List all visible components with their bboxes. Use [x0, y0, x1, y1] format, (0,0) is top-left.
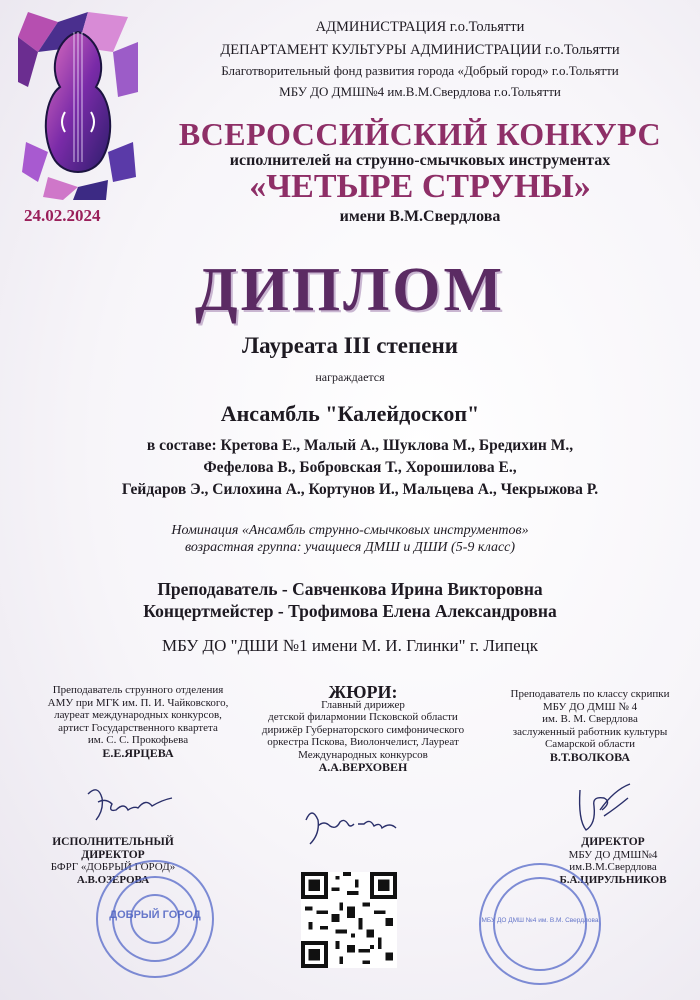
header-line-3: Благотворительный фонд развития города «Добрый город» г.о.Тольятти	[221, 63, 619, 78]
jury-middle-line: дирижёр Губернаторского симфонического	[261, 723, 465, 736]
header-line-1: АДМИНИСТРАЦИЯ г.о.Тольятти	[315, 19, 525, 35]
jury-right-line: заслуженный работник культуры	[512, 725, 668, 738]
director-right-line: им.В.М.Свердлова	[569, 861, 657, 873]
contest-title: ВСЕРОССИЙСКИЙ КОНКУРС	[178, 116, 662, 152]
director-right-line: МБУ ДО ДМШ№4	[568, 848, 658, 861]
school-name: МБУ ДО "ДШИ №1 имени М. И. Глинки" г. Липецк	[161, 636, 539, 655]
age-group-line: возрастная группа: учащиеся ДМШ и ДШИ (5-9 класс)	[184, 540, 516, 555]
nomination-line: Номинация «Ансамбль струнно-смычковых инструментов»	[171, 523, 529, 538]
jury-middle-line: Международных конкурсов	[298, 748, 428, 761]
stamp-left-text: ДОБРЫЙ ГОРОД	[109, 909, 201, 921]
stamp-right-text: МБУ ДО ДМШ №4 им. В.М. Свердлова	[481, 917, 599, 924]
members-line: в составе: Кретова Е., Малый А., Шуклова М., Бредихин М.,	[146, 437, 574, 454]
members-line: Гейдаров Э., Силохина А., Кортунов И., Мальцева А., Чекрыжова Р.	[121, 481, 599, 498]
accompanist-line: Концертмейстер - Трофимова Елена Александровна	[143, 601, 557, 621]
contest-date: 24.02.2024	[24, 206, 101, 225]
jury-right-line: Самарской области	[544, 738, 636, 750]
jury-left-line: АМУ при МГК им. П. И. Чайковского,	[47, 696, 229, 709]
contest-named-after: имени В.М.Свердлова	[339, 208, 501, 225]
jury-right-line: МБУ ДО ДМШ № 4	[542, 700, 638, 713]
jury-right	[482, 688, 698, 763]
contest-subtitle: исполнителей на струнно-смычковых инструментах	[229, 152, 611, 169]
jury-left-name: Е.Е.ЯРЦЕВА	[102, 745, 174, 760]
ensemble-members	[60, 435, 660, 501]
header-line-4: МБУ ДО ДМШ№4 им.В.М.Свердлова г.о.Тольятти	[279, 84, 561, 99]
jury-middle-name: А.А.ВЕРХОВЕН	[318, 760, 408, 774]
director-left-line: ИСПОЛНИТЕЛЬНЫЙ	[52, 836, 174, 848]
contest-name: «ЧЕТЫРЕ СТРУНЫ»	[249, 168, 591, 205]
header-line-2: ДЕПАРТАМЕНТ КУЛЬТУРЫ АДМИНИСТРАЦИИ г.о.Тольятти	[220, 42, 620, 58]
stamp-dobry-gorod	[92, 856, 218, 982]
jury-middle-line: оркестра Пскова, Виолончелист, Лауреат	[267, 736, 459, 748]
members-line: Фефелова В., Бобровская Т., Хорошилова Е.,	[203, 459, 517, 476]
violin-mosaic-illustration	[18, 12, 138, 202]
teacher-line: Преподаватель - Савченкова Ирина Викторовна	[157, 579, 543, 599]
jury-middle-line: Главный дирижер	[321, 698, 405, 711]
nomination	[40, 522, 660, 556]
jury-left-line: им. С. С. Прокофьева	[87, 734, 189, 746]
jury-right-name: В.Т.ВОЛКОВА	[549, 749, 631, 764]
jury-left-line: артист Государственного квартета	[58, 721, 218, 734]
awarded-label: награждается	[315, 370, 385, 384]
jury-middle-line: детской филармонии Псковской области	[268, 711, 458, 723]
jury-middle	[258, 682, 468, 774]
qr-code-icon[interactable]	[301, 872, 397, 968]
stamp-dmsh4	[476, 860, 604, 988]
teachers	[40, 578, 660, 622]
director-left-name: А.В.ОЗЕРОВА	[76, 873, 150, 886]
jury-left	[18, 684, 258, 759]
director-left-line: ДИРЕКТОР	[81, 848, 145, 861]
jury-left-line: лауреат международных конкурсов,	[54, 709, 222, 721]
jury-left-line: Преподаватель струнного отделения	[52, 684, 224, 696]
signature-verkhoven	[300, 800, 410, 850]
director-right-name: Б.А.ЦИРУЛЬНИКОВ	[559, 873, 667, 886]
diploma-heading: ДИПЛОМ	[194, 256, 506, 324]
jury-right-line: Преподаватель по классу скрипки	[510, 688, 670, 700]
signature-yartseva	[80, 780, 190, 828]
diploma-degree: Лауреата III степени	[242, 333, 458, 358]
jury-right-line: им. В. М. Свердлова	[542, 713, 638, 725]
director-right-line: ДИРЕКТОР	[581, 836, 645, 848]
ensemble-name: Ансамбль "Калейдоскоп"	[220, 401, 480, 426]
director-left-line: БФРГ «ДОБРЫЙ ГОРОД»	[50, 861, 176, 873]
signature-volkova	[570, 780, 640, 840]
jury-heading: ЖЮРИ:	[328, 682, 398, 702]
